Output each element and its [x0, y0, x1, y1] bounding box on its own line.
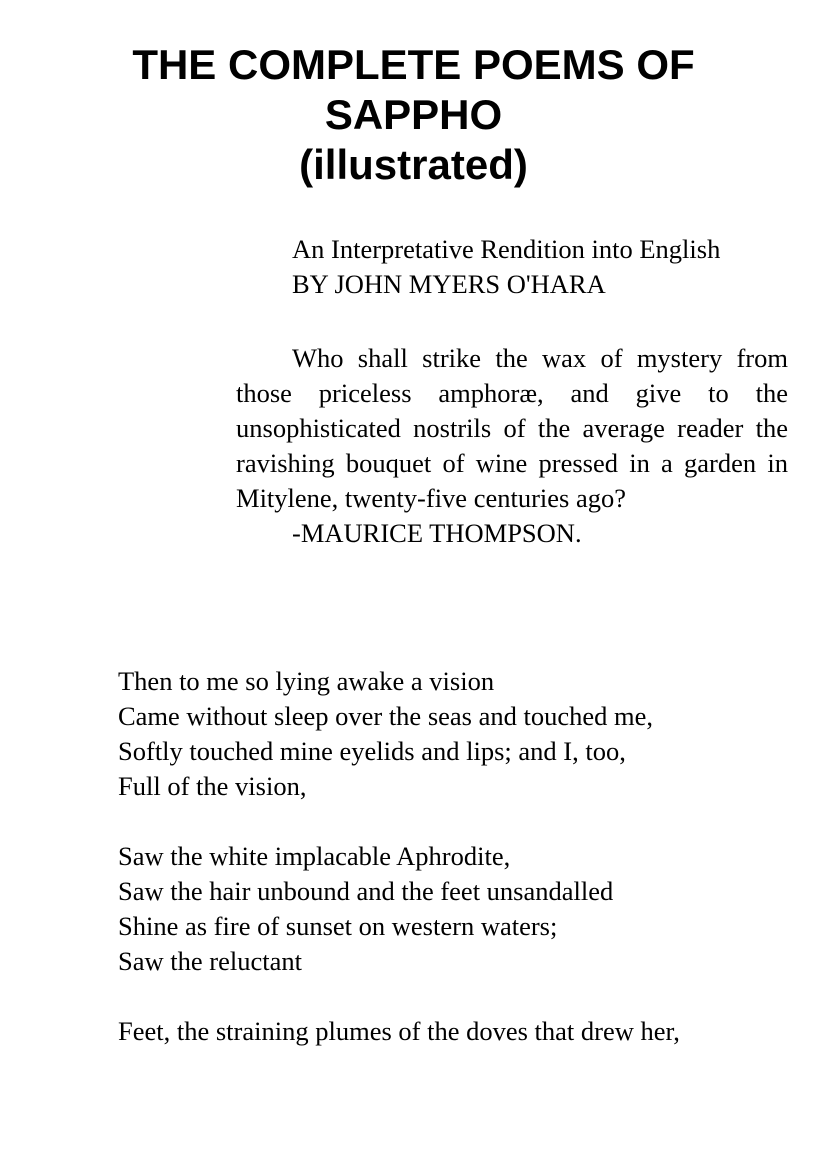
verse-line: Came without sleep over the seas and touched me, — [118, 701, 653, 731]
verse-line: Feet, the straining plumes of the doves that drew her, — [118, 1016, 680, 1046]
title-line: THE COMPLETE POEMS OF — [132, 41, 695, 88]
title-line: (illustrated) — [299, 141, 528, 188]
byline — [292, 232, 720, 302]
verse-line: Softly touched mine eyelids and lips; and I, too, — [118, 736, 626, 766]
stanza — [39, 1014, 799, 1049]
stanza — [39, 664, 799, 804]
epigraph-text: Who shall strike the wax of mystery from those priceless amphoræ, and give to the unsophisticated nostrils of the average reader the ravishing bouquet of wine pressed in a garden in Mitylene, twenty-five centuries ago? — [236, 343, 788, 513]
author: BY JOHN MYERS O'HARA — [292, 269, 606, 299]
book-title — [0, 40, 827, 190]
title-line: SAPPHO — [324, 91, 503, 138]
poem — [39, 664, 799, 1049]
verse-line: Full of the vision, — [118, 771, 307, 801]
verse-line: Saw the reluctant — [118, 946, 302, 976]
verse-line: Shine as fire of sunset on western waters; — [118, 911, 558, 941]
subtitle: An Interpretative Rendition into English — [292, 234, 721, 264]
epigraph-attribution: -MAURICE THOMPSON. — [292, 518, 582, 548]
stanza — [39, 839, 799, 979]
epigraph — [236, 341, 788, 551]
verse-line: Saw the hair unbound and the feet unsandalled — [118, 876, 614, 906]
verse-line: Saw the white implacable Aphrodite, — [118, 841, 511, 871]
verse-line: Then to me so lying awake a vision — [118, 666, 495, 696]
